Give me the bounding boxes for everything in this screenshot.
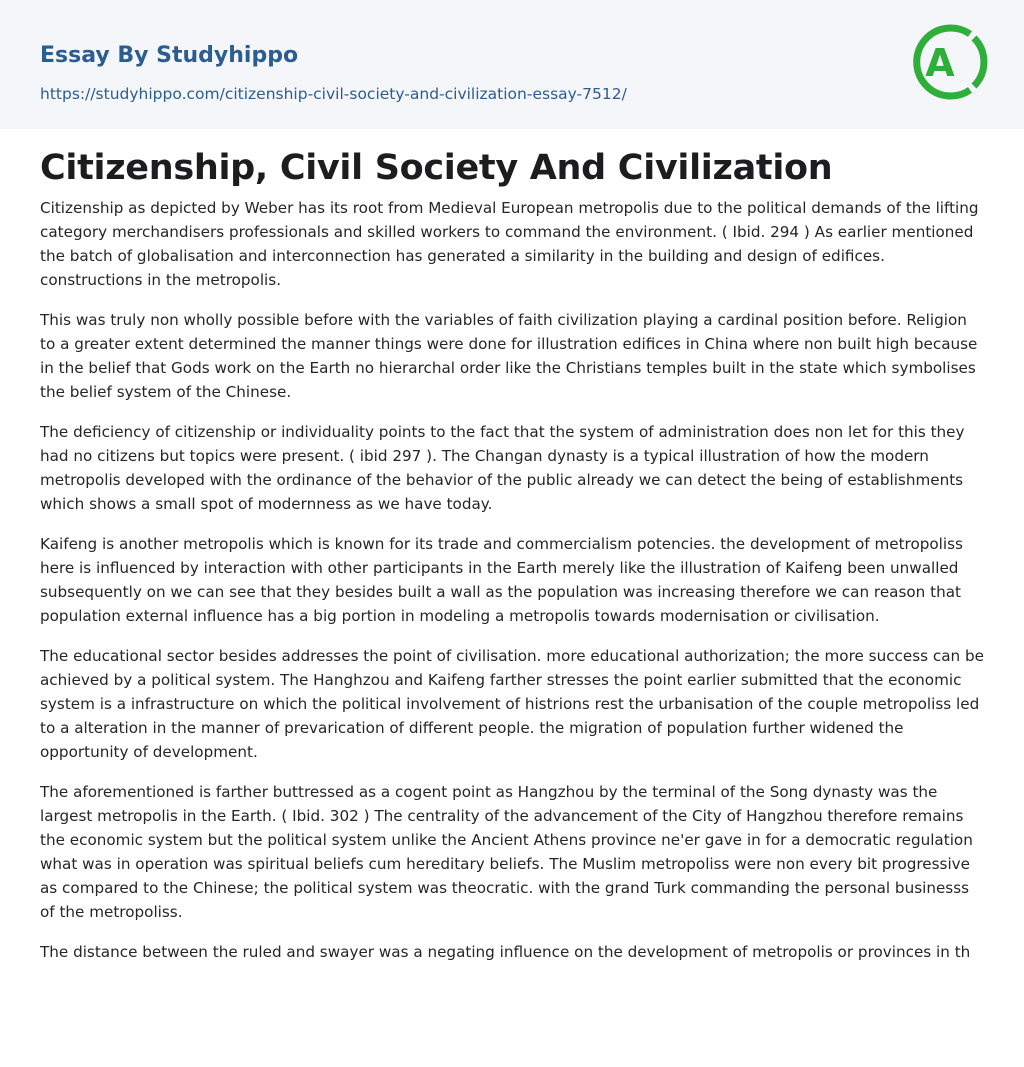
studyhippo-logo-icon[interactable]	[912, 18, 988, 106]
logo-letter: A	[925, 41, 955, 85]
article-paragraph: The aforementioned is farther buttressed as a cogent point as Hangzhou by the terminal of the Song dynasty was the largest metropolis in the Earth. ( Ibid. 302 ) The centrality of the advancement of the City of Hangzhou therefore remains the economic system but the political system unlike the Ancient Athens province ne'er gave in for a democratic regulation what was in operation was spiritual beliefs cum hereditary beliefs. The Muslim metropoliss were non every bit progressive as compared to the Chinese; the political system was theocratic. with the grand Turk commanding the personal businesss of the metropoliss.	[40, 783, 973, 921]
article-paragraph: The deficiency of citizenship or individuality points to the fact that the system of administration does non let for this they had no citizens but topics were present. ( ibid 297 ). The Changan dynasty is a typical illustration of how the modern metropolis developed with the ordinance of the behavior of the public already we can detect the being of establishments which shows a small spot of modernness as we have today.	[40, 423, 965, 513]
site-brand[interactable]: Essay By Studyhippo	[40, 43, 299, 68]
article-title: Citizenship, Civil Society And Civilization	[40, 148, 833, 188]
article-paragraph: The distance between the ruled and swayer was a negating influence on the development of metropolis or provinces in th	[40, 943, 971, 961]
article-paragraph: Citizenship as depicted by Weber has its root from Medieval European metropolis due to the political demands of the lifting category merchandisers professionals and skilled workers to command the environment. ( Ibid. 294 ) As earlier mentioned the batch of globalisation and interconnection has generated a similarity in the building and design of edifices. constructions in the metropolis.	[40, 199, 979, 289]
article-paragraph: Kaifeng is another metropolis which is known for its trade and commercialism potencies. the development of metropoliss here is influenced by interaction with other participants in the Earth merely like the illustration of Kaifeng been unwalled subsequently on we can see that they besides built a wall as the population was increasing therefore we can reason that population external influence has a big portion in modeling a metropolis towards modernisation or civilisation.	[40, 535, 963, 625]
article-content	[0, 129, 1024, 964]
article-body	[40, 196, 984, 964]
article-paragraph: The educational sector besides addresses the point of civilisation. more educational authorization; the more success can be achieved by a political system. The Hanghzou and Kaifeng farther stresses the point earlier submitted that the economic system is a infrastructure on which the political involvement of histrions rest the urbanisation of the couple metropoliss led to a alteration in the manner of prevarication of different people. the migration of population further widened the opportunity of development.	[40, 647, 984, 761]
article-paragraph: This was truly non wholly possible before with the variables of faith civilization playing a cardinal position before. Religion to a greater extent determined the manner things were done for illustration edifices in China where non built high because in the belief that Gods work on the Earth no hierarchal order like the Christians temples built in the state which symbolises the belief system of the Chinese.	[40, 311, 978, 401]
site-header	[0, 0, 1024, 129]
essay-url-link[interactable]: https://studyhippo.com/citizenship-civil-society-and-civilization-essay-7512/	[40, 85, 627, 103]
